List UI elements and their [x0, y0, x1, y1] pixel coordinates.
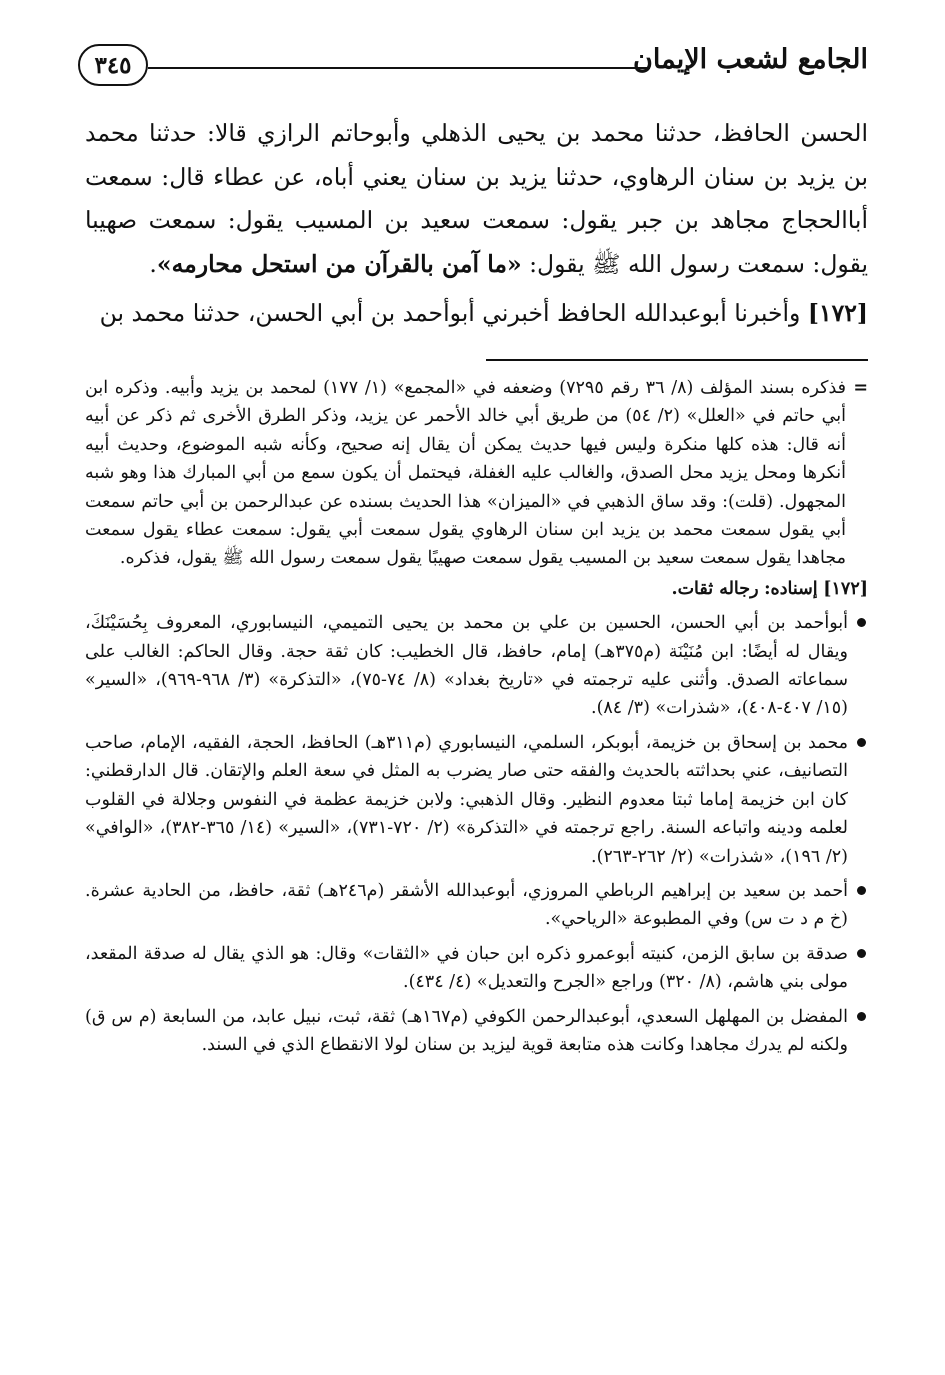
continued-footnote: [85, 374, 868, 573]
continued-footnote-text: فذكره بسند المؤلف (٨/ ٣٦ رقم ٧٢٩٥) وضعفه في «المجمع» (١/ ١٧٧) لمحمد بن يزيد وأبيه. وذكره ابن أبي حاتم في «العلل» (٢/ ٥٤) من طريق أبي خالد الأحمر عن يزيد، وذكر الطرق الأخرى ثم ذكر عن أبيه أنه قال: هذه كلها منكرة وليس فيها حديث يمكن أن يقال إنه صحيح، وكأنه شبه الموضوع، وحديث أبيه أنكرها ومحل يزيد محل الصدق، والغالب عليه الغفلة، فيحتمل أن يكون سمع من أبي المبارك هذا وهو شبه المجهول. (قلت): وقد ساق الذهبي في «الميزان» هذا الحديث بسنده عن عبدالرحمن بن أبي حاتم سمعت أبي يقول سمعت محمد بن يزيد ابن سنان الرهاوي يقول سمعت أبي يقول: سمعت عطاء يقول سمعت مجاهدا يقول سمعت سعيد بن المسيب يقول سمعت صهيبًا يقول سمعت رسول الله ﷺ يقول، فذكره.: [85, 378, 847, 569]
bullet-icon: [857, 886, 866, 895]
narrator-item: [85, 729, 868, 871]
footnotes: [85, 374, 868, 1065]
continuation-mark: =: [853, 378, 868, 398]
narrator-text: صدقة بن سابق الزمن، كنيته أبوعمرو ذكره ابن حبان في «الثقات» وقال: هو الذي يقال له صدقة المقعد، مولى بني هاشم، (٨/ ٣٢٠) وراجع «الجرح والتعديل» (٤/ ٤٣٤).: [85, 943, 848, 993]
bullet-icon: [857, 1012, 866, 1021]
bullet-icon: [857, 949, 866, 958]
header-rule: [148, 67, 650, 69]
footnote-divider: [486, 359, 868, 361]
narrator-list: [85, 609, 868, 1059]
narrator-item: [85, 877, 868, 934]
entry-text: وأخبرنا أبوعبدالله الحافظ أخبرني أبوأحمد بن أبي الحسن، حدثنا محمد بن: [99, 299, 801, 327]
hadith-matn: «ما آمن بالقرآن من استحل محارمه»: [156, 249, 522, 278]
narrator-item: [85, 609, 868, 723]
narrator-text: أحمد بن سعيد بن إبراهيم الرباطي المروزي، أبوعبدالله الأشقر (م٢٤٦هـ) ثقة، حافظ، من الحادية عشرة. (خ م د ت س) وفي المطبوعة «الرياحي».: [85, 880, 849, 930]
bullet-icon: [857, 618, 866, 627]
isnad-label: إسناده:: [764, 578, 818, 599]
hadith-paragraph: [85, 112, 868, 286]
bullet-icon: [857, 738, 866, 747]
isnad-chain: الحسن الحافظ، حدثنا محمد بن يحيى الذهلي وأبوحاتم الرازي قالا: حدثنا محمد بن يزيد بن سنان الرهاوي، حدثنا يزيد بن سنان يعني أباه، عن عطاء قال: سمعت أباالحجاج مجاهد بن جبر يقول: سمعت سعيد بن المسيب يقول: سمعت صهيبا يقول: سمعت رسول الله ﷺ يقول:: [85, 119, 868, 278]
paragraph-end: .: [149, 249, 157, 278]
narrator-text: المفضل بن المهلهل السعدي، أبوعبدالرحمن الكوفي (م١٦٧هـ) ثقة، ثبت، نبيل عابد، من السابعة (م س ق) ولكنه لم يدرك مجاهدا وكانت هذه متابعة قوية ليزيد بن سنان لولا الانقطاع الذي في السند.: [85, 1006, 848, 1055]
main-text: [85, 112, 868, 336]
isnad-heading: [85, 575, 868, 603]
narrator-item: [85, 940, 868, 997]
isnad-number: [١٧٢]: [823, 578, 868, 599]
narrator-item: [85, 1003, 868, 1060]
narrator-text: أبوأحمد بن أبي الحسن، الحسين بن علي بن محمد بن يحيى التميمي، النيسابوري، المعروف بِحُسَيْنَكَ، ويقال له أيضًا: ابن مُنَيْنَة (م٣٧٥هـ) إمام، حافظ، قال الخطيب: كان ثقة حجة. وقال الحاكم: الغالب على سماعاته الصدق. وأثنى عليه ترجمته في «تاريخ بغداد» (٨/ ٧٤-٧٥)، «التذكرة» (٣/ ٩٦٨-٩٦٩)، «السير» (١٥/ ٤٠٧-٤٠٨)، «شذرات» (٣/ ٨٤).: [85, 613, 848, 719]
entry-number: [١٧٢]: [807, 299, 868, 327]
isnad-verdict: رجاله ثقات.: [671, 578, 759, 599]
narrator-text: محمد بن إسحاق بن خزيمة، أبوبكر، السلمي، النيسابوري (م٣١١هـ) الحافظ، الحجة، الفقيه، الإمام، صاحب التصانيف، عني بحداثته بالحديث والفقه حتى صار يضرب به المثل في سعة العلم والإتقان. قال الدارقطني: كان ابن خزيمة إماما ثبتا معدوم النظير. وقال الذهبي: ولابن خزيمة عظمة في النفوس وجلالة في القلوب لعلمه ودينه واتباعه السنة. راجع ترجمته في «التذكرة» (٢/ ٧٢٠-٧٣١)، «السير» (١٤/ ٣٦٥-٣٨٢)، «الوافي» (٢/ ١٩٦)، «شذرات» (٢/ ٢٦٢-٢٦٣).: [85, 732, 848, 867]
hadith-entry-172: [85, 292, 868, 336]
page-number: ٣٤٥: [78, 44, 148, 86]
page-header: [78, 40, 868, 96]
running-title: الجامع لشعب الإيمان: [633, 44, 868, 75]
